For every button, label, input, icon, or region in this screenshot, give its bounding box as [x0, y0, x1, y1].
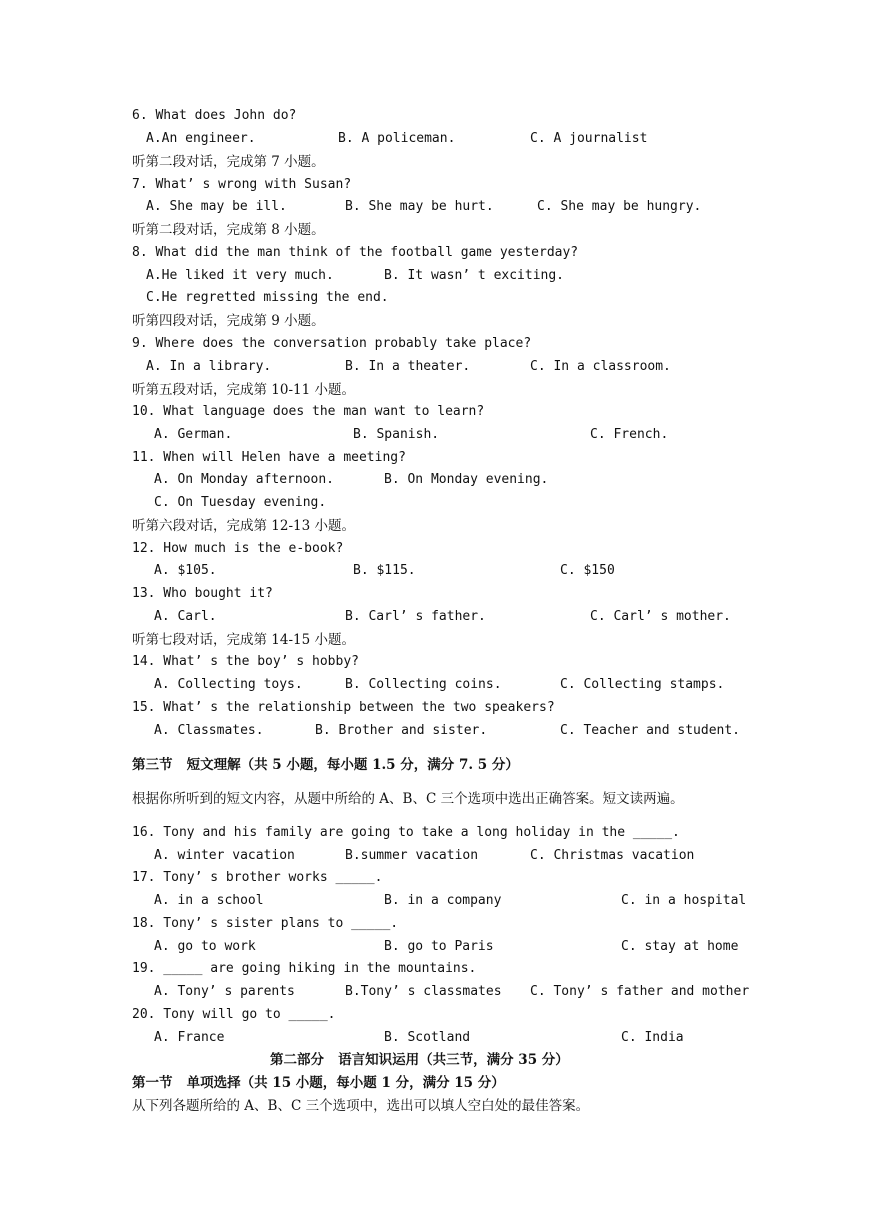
option-9c: C. In a classroom. [530, 359, 671, 374]
instruction-section-10-11: 听第五段对话，完成第 10-11 小题。 [132, 382, 356, 398]
option-14b: B. Collecting coins. [345, 677, 502, 692]
option-20b: B. Scotland [384, 1030, 471, 1045]
instruction-section-8: 听第二段对话，完成第 8 小题。 [132, 222, 325, 238]
question-20: 20. Tony will go to _____. [132, 1007, 336, 1022]
option-10b: B. Spanish. [353, 427, 440, 442]
option-10a: A. German. [154, 427, 233, 442]
option-17c: C. in a hospital [621, 893, 747, 908]
option-6b: B. A policeman. [338, 131, 456, 146]
section-1-heading: 第一节 单项选择（共 15 小题，每小题 1 分，满分 15 分） [132, 1075, 505, 1091]
option-17a: A. in a school [154, 893, 264, 908]
question-19: 19. _____ are going hiking in the mountains. [132, 961, 477, 976]
option-14a: A. Collecting toys. [154, 677, 303, 692]
question-8: 8. What did the man think of the football game yesterday? [132, 245, 579, 260]
option-13c: C. Carl’ s mother. [590, 609, 731, 624]
part-2-heading: 第二部分 语言知识运用（共三节，满分 35 分） [270, 1052, 569, 1068]
option-12b: B. $115. [353, 563, 416, 578]
section-3-heading: 第三节 短文理解（共 5 小题，每小题 1.5 分，满分 7. 5 分） [132, 757, 519, 773]
instruction-section-7: 听第二段对话，完成第 7 小题。 [132, 154, 325, 170]
option-10c: C. French. [590, 427, 669, 442]
option-7a: A. She may be ill. [146, 199, 287, 214]
option-19a: A. Tony’ s parents [154, 984, 295, 999]
option-15a: A. Classmates. [154, 723, 264, 738]
question-13: 13. Who bought it? [132, 586, 273, 601]
question-16: 16. Tony and his family are going to take a long holiday in the _____. [132, 825, 680, 840]
question-7: 7. What’ s wrong with Susan? [132, 177, 352, 192]
question-12: 12. How much is the e-book? [132, 541, 344, 556]
question-14: 14. What’ s the boy’ s hobby? [132, 654, 359, 669]
option-20a: A. France [154, 1030, 225, 1045]
option-7b: B. She may be hurt. [345, 199, 494, 214]
option-20c: C. India [621, 1030, 684, 1045]
question-17: 17. Tony’ s brother works _____. [132, 870, 383, 885]
option-18a: A. go to work [154, 939, 256, 954]
option-8c: C.He regretted missing the end. [146, 290, 389, 305]
option-15b: B. Brother and sister. [315, 723, 488, 738]
question-15: 15. What’ s the relationship between the two speakers? [132, 700, 555, 715]
question-18: 18. Tony’ s sister plans to _____. [132, 916, 399, 931]
option-19b: B.Tony’ s classmates [345, 984, 502, 999]
option-18c: C. stay at home [621, 939, 739, 954]
question-6: 6. What does John do? [132, 108, 297, 123]
option-11c: C. On Tuesday evening. [154, 495, 327, 510]
option-16a: A. winter vacation [154, 848, 295, 863]
option-12a: A. $105. [154, 563, 217, 578]
option-9a: A. In a library. [146, 359, 272, 374]
option-8a: A.He liked it very much. [146, 268, 334, 283]
section-1-instruction: 从下列各题所给的 A、B、C 三个选项中，选出可以填人空白处的最佳答案。 [132, 1098, 590, 1114]
option-16c: C. Christmas vacation [530, 848, 695, 863]
option-8b: B. It wasn’ t exciting. [384, 268, 565, 283]
question-9: 9. Where does the conversation probably take place? [132, 336, 532, 351]
option-18b: B. go to Paris [384, 939, 494, 954]
option-13b: B. Carl’ s father. [345, 609, 486, 624]
option-11b: B. On Monday evening. [384, 472, 549, 487]
question-10: 10. What language does the man want to learn? [132, 404, 485, 419]
option-15c: C. Teacher and student. [560, 723, 741, 738]
option-11a: A. On Monday afternoon. [154, 472, 335, 487]
instruction-section-12-13: 听第六段对话，完成第 12-13 小题。 [132, 518, 356, 534]
question-11: 11. When will Helen have a meeting? [132, 450, 406, 465]
section-3-instruction: 根据你所听到的短文内容，从题中所给的 A、B、C 三个选项中选出正确答案。短文读两遍。 [132, 791, 684, 807]
option-19c: C. Tony’ s father and mother [530, 984, 750, 999]
option-16b: B.summer vacation [345, 848, 479, 863]
option-14c: C. Collecting stamps. [560, 677, 725, 692]
option-12c: C. $150 [560, 563, 615, 578]
option-17b: B. in a company [384, 893, 502, 908]
instruction-section-9: 听第四段对话，完成第 9 小题。 [132, 313, 325, 329]
option-9b: B. In a theater. [345, 359, 471, 374]
option-6a: A.An engineer. [146, 131, 256, 146]
option-7c: C. She may be hungry. [537, 199, 702, 214]
option-6c: C. A journalist [530, 131, 648, 146]
option-13a: A. Carl. [154, 609, 217, 624]
instruction-section-14-15: 听第七段对话，完成第 14-15 小题。 [132, 632, 356, 648]
